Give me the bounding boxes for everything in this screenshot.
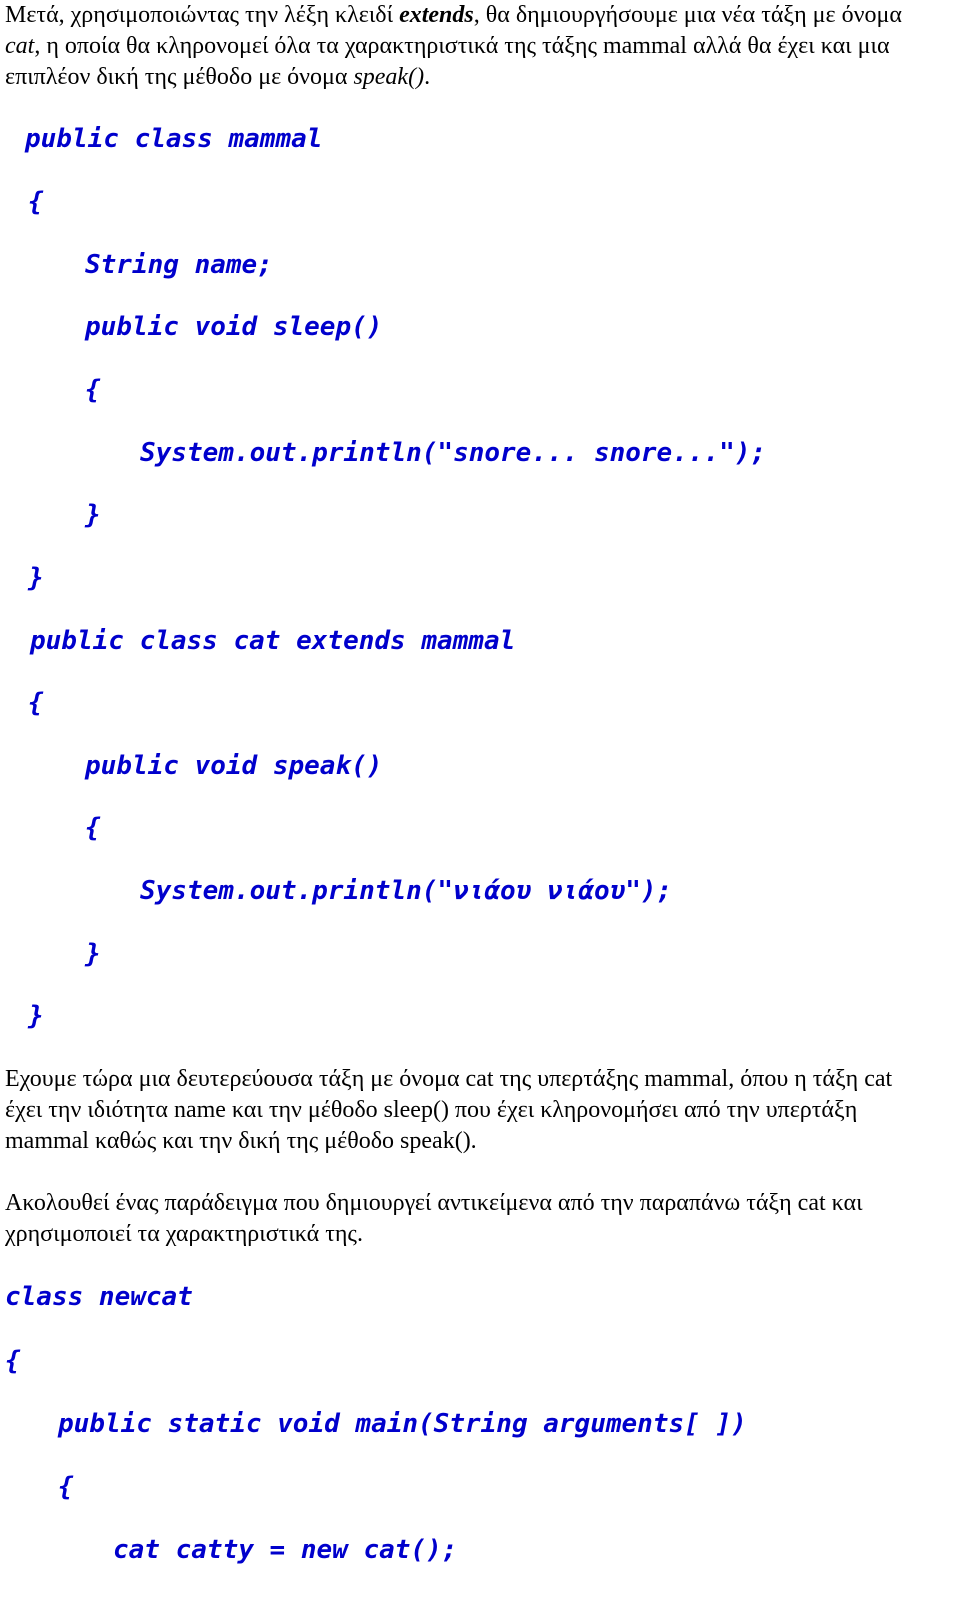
code-line: cat catty = new cat(); bbox=[113, 1535, 458, 1565]
code-line: System.out.println("νιάου νιάου"); bbox=[140, 876, 673, 906]
code-line: } bbox=[85, 500, 101, 530]
intro-text-4: . bbox=[424, 64, 431, 90]
code-line: { bbox=[28, 688, 44, 718]
code-line: public class cat extends mammal bbox=[30, 626, 516, 656]
code-line: public void sleep() bbox=[85, 312, 383, 342]
code-line: { bbox=[5, 1346, 21, 1376]
code-line: { bbox=[85, 375, 101, 405]
intro-text-3: , η οποία θα κληρονομεί όλα τα χαρακτηριστικά της τάξης mammal αλλά θα έχει και μια επιπλέον δική της μέθοδο με όνομα bbox=[5, 33, 890, 90]
class-name-cat: cat bbox=[5, 33, 35, 59]
explanation-paragraph-1: Εχουμε τώρα μια δευτερεύουσα τάξη με όνομα cat της υπερτάξης mammal, όπου η τάξη cat έχει την ιδιότητα name και την μέθοδο sleep() που έχει κληρονομήσει από την υπερτάξη mammal καθώς και την δική της μέθοδο speak(). bbox=[5, 1066, 893, 1154]
code-line: { bbox=[28, 187, 44, 217]
explanation-paragraph-2: Ακολουθεί ένας παράδειγμα που δημιουργεί αντικείμενα από την παραπάνω τάξη cat και χρησιμοποιεί τα χαρακτηριστικά της. bbox=[5, 1190, 863, 1247]
code-line: class newcat bbox=[5, 1282, 193, 1312]
code-line: System.out.println("snore... snore..."); bbox=[140, 438, 767, 468]
code-line: public class mammal bbox=[25, 124, 323, 154]
intro-text-2: , θα δημιουργήσουμε μια νέα τάξη με όνομα bbox=[473, 2, 902, 28]
keyword-extends: extends bbox=[399, 2, 474, 28]
method-name-speak: speak() bbox=[353, 64, 425, 90]
code-line: String name; bbox=[85, 250, 273, 280]
code-line: public static void main(String arguments[ ]) bbox=[58, 1409, 747, 1439]
code-line: } bbox=[28, 1001, 44, 1031]
intro-paragraph bbox=[5, 0, 930, 93]
code-line: } bbox=[28, 563, 44, 593]
code-line: public void speak() bbox=[85, 751, 383, 781]
code-line: { bbox=[85, 813, 101, 843]
code-line: { bbox=[58, 1472, 74, 1502]
code-line: } bbox=[85, 939, 101, 969]
intro-text-1: Μετά, χρησιμοποιώντας την λέξη κλειδί bbox=[5, 2, 400, 28]
